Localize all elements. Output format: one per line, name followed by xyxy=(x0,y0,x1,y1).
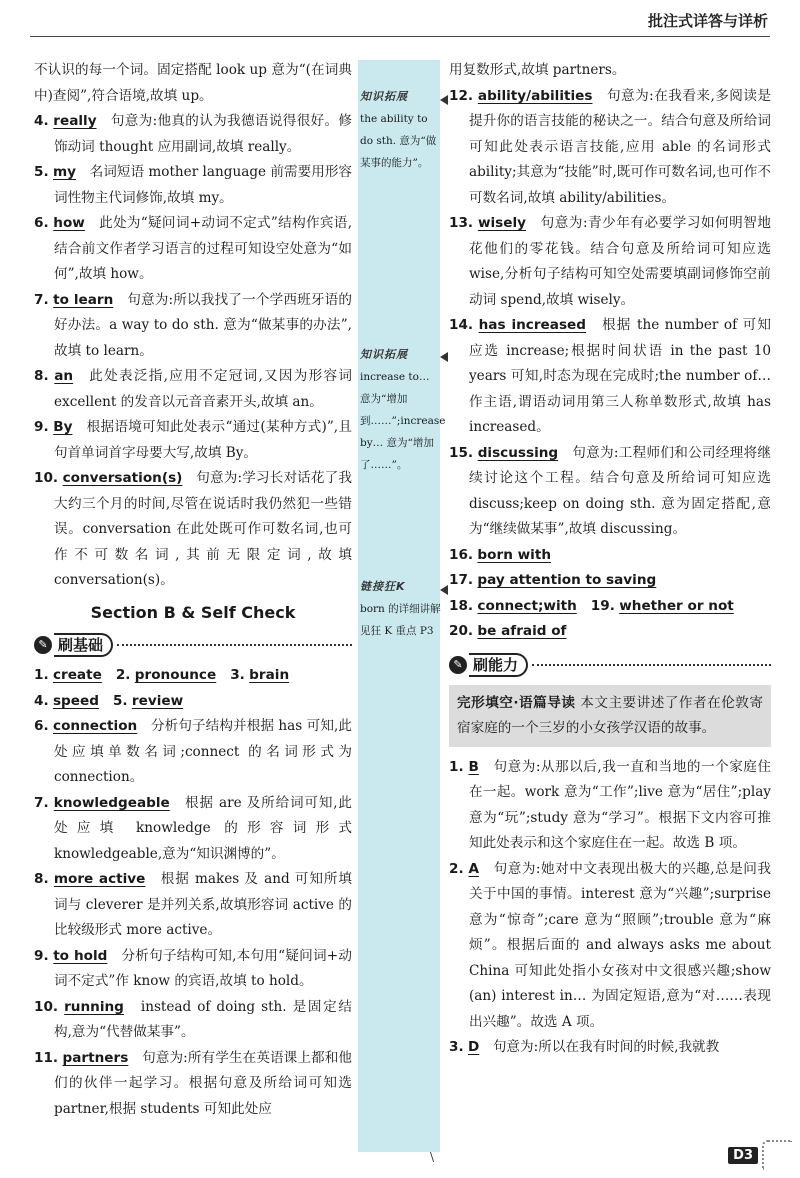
answer-key: D xyxy=(467,1039,480,1055)
explanation: 此处为“疑问词+动词不定式”结构作宾语,结合前文作者学习语言的过程可知设空处意为“如何”,故填 how。 xyxy=(54,215,353,282)
note-increase xyxy=(360,344,446,476)
answer-row xyxy=(449,594,771,620)
item-number: 3. xyxy=(230,667,245,683)
right-row-18 xyxy=(449,594,771,620)
reading-guide-box xyxy=(449,685,771,747)
item-number: 7. xyxy=(34,291,49,308)
left-items xyxy=(34,109,352,594)
note-text: born 的详细讲解见狂 K 重点 P3 xyxy=(360,603,441,637)
item-number: 1. xyxy=(34,667,49,683)
answer-key: connect;with xyxy=(477,597,577,614)
item-number: 13. xyxy=(449,215,474,231)
footer-mark: \ xyxy=(430,1150,435,1164)
note-ability xyxy=(360,86,442,174)
answer-item xyxy=(34,1046,352,1123)
note-label: 知识拓展 xyxy=(360,348,408,361)
item-number: 5. xyxy=(112,692,128,709)
answer-key: ability/abilities xyxy=(477,87,593,104)
tag-dots xyxy=(532,664,771,666)
pen-icon: ✎ xyxy=(449,656,467,674)
pen-icon: ✎ xyxy=(34,636,52,654)
answer-key: partners xyxy=(62,1049,129,1066)
answer-item xyxy=(449,313,771,441)
item-number: 10. xyxy=(34,998,59,1015)
explanation: 根据 are 及所给词可知,此处应填 knowledge 的形容词形式 knowledgeable,意为“知识渊博的”。 xyxy=(54,794,353,862)
item-number: 6. xyxy=(34,215,49,231)
left-items-2 xyxy=(34,714,352,1122)
note-text: increase to… 意为“增加到……”;increase by… 意为“增加了……”。 xyxy=(360,371,446,471)
answer-key: knowledgeable xyxy=(53,794,170,811)
item-number: 15. xyxy=(449,444,474,461)
answer-key: create xyxy=(52,667,102,683)
right-short xyxy=(449,543,771,594)
tag-ability xyxy=(449,651,771,679)
answer-item xyxy=(34,160,352,211)
answer-item xyxy=(34,288,352,365)
answer-key: an xyxy=(54,368,74,384)
item-number: 17. xyxy=(449,572,474,588)
explanation: instead of doing sth. 是固定结构,意为“代替做某事”。 xyxy=(54,998,352,1040)
note-label: 知识拓展 xyxy=(360,90,408,103)
answer-key: my xyxy=(52,164,76,180)
item-number: 6. xyxy=(34,718,49,734)
answer-key: be afraid of xyxy=(477,623,567,639)
answer-key: more active xyxy=(53,871,146,887)
explanation: 句意为:所以我找了一个学西班牙语的好办法。a way to do sth. 意为“做某事的办法”,故填 to learn。 xyxy=(54,291,352,359)
answer-row xyxy=(34,663,352,689)
answer-key: whether or not xyxy=(619,597,734,614)
page-number: D3 xyxy=(728,1147,758,1164)
answer-item xyxy=(34,995,352,1046)
answer-item xyxy=(34,364,352,415)
item-number: 18. xyxy=(449,597,474,614)
answer-key: wisely xyxy=(477,215,526,231)
item-number: 9. xyxy=(34,947,49,964)
answer-row xyxy=(449,568,771,594)
item-number: 19. xyxy=(590,597,615,614)
answer-row xyxy=(449,619,771,645)
answer-key: A xyxy=(468,860,479,877)
item-number: 7. xyxy=(34,794,49,811)
explanation: 分析句子结构并根据 has 可知,此处应填单数名词;connect 的名词形式为 connection。 xyxy=(54,718,352,785)
note-text: the ability to do sth. 意为“做某事的能力”。 xyxy=(360,113,437,169)
explanation: 此处表泛指,应用不定冠词,又因为形容词 excellent 的发音以元音音素开头,故填 an。 xyxy=(54,368,352,410)
answer-item xyxy=(34,415,352,466)
corner-decoration xyxy=(762,1140,792,1170)
answer-item xyxy=(34,791,352,868)
answer-item xyxy=(34,944,352,995)
answer-key: conversation(s) xyxy=(62,470,183,486)
answer-key: review xyxy=(131,692,184,709)
explanation: 名词短语 mother language 前需要用形容词性物主代词修饰,故填 my。 xyxy=(54,164,353,206)
note-label: 链接狂K xyxy=(360,580,406,593)
guide-text: 本文主要讲述了作者在伦敦寄宿家庭的一个三岁的小女孩学汉语的故事。 xyxy=(457,694,764,736)
tag-ability-label: 刷能力 xyxy=(469,653,528,677)
item-number: 8. xyxy=(34,368,49,384)
basics-row-1 xyxy=(34,663,352,689)
right-intro: 用复数形式,故填 partners。 xyxy=(449,62,626,78)
answer-key: B xyxy=(468,758,479,775)
answer-key: to hold xyxy=(53,947,108,964)
section-title: Section B & Self Check xyxy=(90,602,296,622)
right-column xyxy=(449,58,771,1061)
explanation: 句意为:青少年有必要学习如何明智地花他们的零花钱。结合句意及所给词可知应选 wise,分析句子结构可知空处需要填副词修饰空前动词 spend,故填 wisely。 xyxy=(469,215,771,308)
item-number: 2. xyxy=(115,667,131,683)
explanation: 根据语境可知此处表示“通过(某种方式)”,且句首单词首字母要大写,故填 By。 xyxy=(54,419,352,461)
left-intro: 不认识的每一个词。固定搭配 look up 意为“(在词典中)查阅”,符合语境,故填 up。 xyxy=(34,62,352,104)
answer-key: pronounce xyxy=(134,667,217,683)
item-number: 20. xyxy=(449,623,474,639)
tag-basics-label: 刷基础 xyxy=(54,633,113,657)
answer-key: By xyxy=(53,419,73,435)
right-short-2 xyxy=(449,619,771,645)
answer-item xyxy=(34,714,352,791)
answer-key: speed xyxy=(52,692,99,709)
item-number: 11. xyxy=(34,1049,59,1066)
explanation: 句意为:他真的认为我德语说得很好。修饰动词 thought 应用副词,故填 really。 xyxy=(54,113,352,155)
answer-key: discussing xyxy=(477,444,559,461)
answer-row xyxy=(34,689,352,715)
explanation: 句意为:学习长对话花了我大约三个月的时间,尽管在说话时我仍然犯一些错误。conversation 在此处既可作可数名词,也可作不可数名词,其前无限定词,故填 conversation(s)。 xyxy=(54,470,352,588)
item-number: 4. xyxy=(34,692,49,709)
explanation: 根据 the number of 可知应选 increase;根据时间状语 in the past 10 years 可知,时态为现在完成时;the number of… 作主语,谓语动词用第三人称单数形式,故填 has increased。 xyxy=(469,317,771,435)
answer-item xyxy=(449,1035,771,1061)
explanation: 句意为:在我看来,多阅读是提升你的语言技能的秘诀之一。结合句意及所给词可知此处表示语言技能,应用 able 的名词形式 ability;其意为“技能”时,既可作可数名词,也可作不可数名词,故填 ability/abilities。 xyxy=(469,87,772,206)
answer-item xyxy=(34,867,352,944)
item-number: 10. xyxy=(34,470,59,486)
header-rule xyxy=(30,36,770,37)
explanation: 句意为:工程师们和公司经理将继续讨论这个工程。结合句意及所给词可知应选 discuss;keep on doing sth. 意为固定搭配,意为“继续做某事”,故填 discussing。 xyxy=(469,444,771,537)
answer-key: running xyxy=(64,998,124,1015)
explanation: 句意为:所有学生在英语课上都和他们的伙伴一起学习。根据句意及所给词可知选 partner,根据 students 可知此处应 xyxy=(54,1049,352,1117)
answer-key: pay attention to saving xyxy=(477,572,657,588)
explanation: 根据 makes 及 and 可知所填词与 cleverer 是并列关系,故填形容词 active 的比较级形式 more active。 xyxy=(54,871,352,938)
answer-key: connection xyxy=(53,718,138,734)
right-items-2 xyxy=(449,755,771,1061)
basics-row-2 xyxy=(34,689,352,715)
item-number: 3. xyxy=(449,1039,464,1055)
header-title: 批注式详答与详析 xyxy=(647,12,768,30)
answer-key: born with xyxy=(477,546,551,563)
right-items xyxy=(449,84,771,543)
answer-item xyxy=(449,857,771,1036)
answer-item xyxy=(34,466,352,594)
item-number: 1. xyxy=(449,758,464,775)
answer-row xyxy=(449,543,771,569)
guide-label: 完形填空·语篇导读 xyxy=(457,694,576,711)
answer-key: to learn xyxy=(53,291,114,308)
answer-key: how xyxy=(53,215,85,231)
answer-item xyxy=(449,755,771,857)
answer-item xyxy=(34,109,352,160)
item-number: 2. xyxy=(449,860,464,877)
item-number: 4. xyxy=(34,113,49,129)
explanation: 分析句子结构可知,本句用“疑问词+动词不定式”作 know 的宾语,故填 to hold。 xyxy=(54,947,352,989)
item-number: 12. xyxy=(449,87,474,104)
answer-item xyxy=(449,211,771,313)
answer-key: brain xyxy=(249,667,290,683)
explanation: 句意为:从那以后,我一直和当地的一个家庭住在一起。work 意为“工作”;live 意为“居住”;play 意为“玩”;study 意为“学习”。根据下文内容可推知此处表示和这个家庭住在一起。故选 B 项。 xyxy=(469,758,772,851)
item-number: 8. xyxy=(34,871,49,887)
explanation: 句意为:她对中文表现出极大的兴趣,总是问我关于中国的事情。interest 意为“兴趣”;surprise 意为“惊奇”;care 意为“照顾”;trouble 意为“麻烦”。根据后面的 and always asks me about China 可知此处指小女孩对中文很感兴趣;show (an) interest in… 为固定短语,意为“对……表现出兴趣”。故选 A 项。 xyxy=(469,860,772,1030)
answer-key: has increased xyxy=(478,317,586,333)
answer-item xyxy=(449,441,771,543)
answer-key: really xyxy=(53,113,97,129)
tag-basics xyxy=(34,631,352,659)
item-number: 9. xyxy=(34,419,49,435)
answer-item xyxy=(449,84,771,212)
tag-dots xyxy=(117,644,352,646)
note-born xyxy=(360,576,442,642)
explanation: 句意为:所以在我有时间的时候,我就教 xyxy=(492,1039,720,1055)
left-column xyxy=(34,58,352,1122)
answer-item xyxy=(34,211,352,288)
item-number: 14. xyxy=(449,317,474,333)
item-number: 16. xyxy=(449,546,474,563)
item-number: 5. xyxy=(34,164,49,180)
